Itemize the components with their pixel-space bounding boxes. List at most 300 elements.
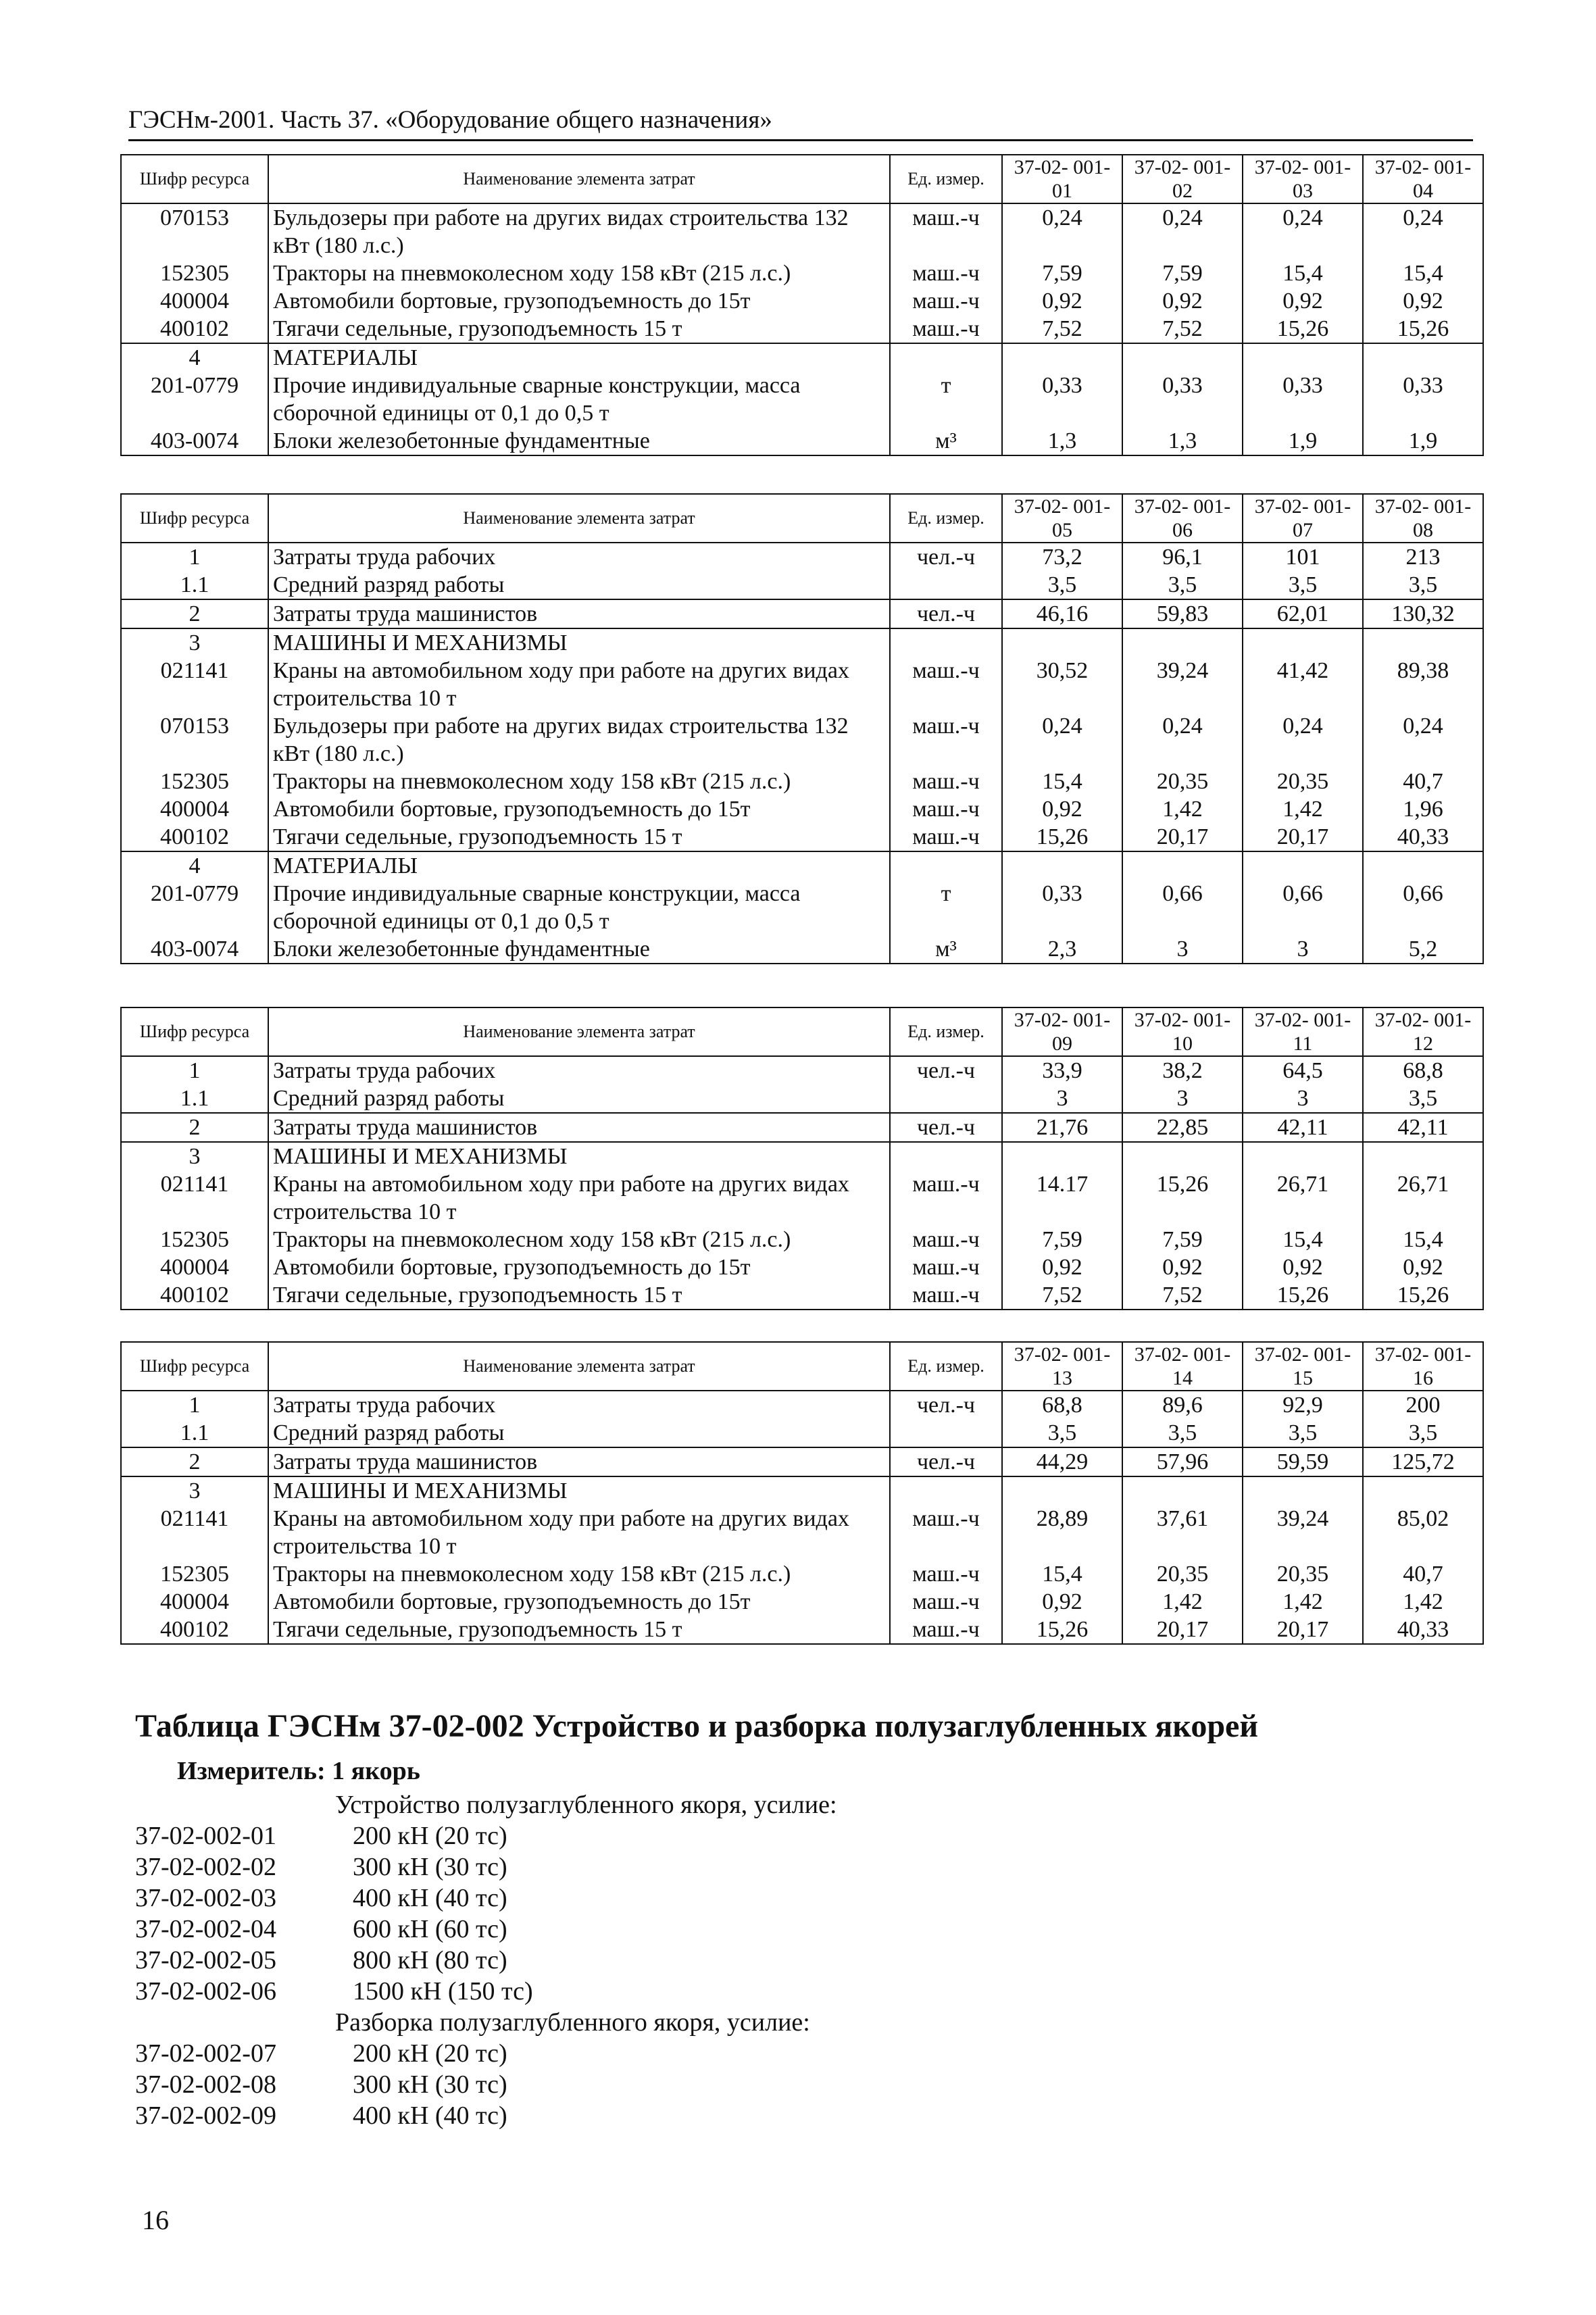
value-cell: 15,4 — [1243, 1226, 1363, 1253]
resource-code: 4 — [121, 343, 268, 372]
list-item — [135, 1945, 837, 1976]
value-cell: 5,2 — [1363, 935, 1483, 964]
table-row — [121, 343, 1483, 372]
value-cell: 0,92 — [1363, 287, 1483, 315]
value-cell: 39,24 — [1122, 657, 1243, 712]
resource-code: 1 — [121, 543, 268, 571]
cost-element-name: Затраты труда машинистов — [268, 1113, 890, 1142]
item-code: 37-02-002-02 — [135, 1853, 276, 1881]
value-cell: 0,24 — [1002, 712, 1122, 768]
table-title: Таблица ГЭСНм 37-02-002 Устройство и разборка полузаглубленных якорей — [135, 1708, 1258, 1744]
cost-table-2 — [120, 493, 1484, 964]
value-cell — [1243, 851, 1363, 880]
list-item — [135, 2038, 837, 2069]
cost-element-name: Прочие индивидуальные сварные конструкции, масса сборочной единицы от 0,1 до 0,5 т — [268, 372, 890, 427]
cost-element-name: Затраты труда рабочих — [268, 543, 890, 571]
value-cell: 20,17 — [1122, 1616, 1243, 1644]
unit-cell: маш.-ч — [890, 203, 1002, 259]
item-code: 37-02-002-03 — [135, 1884, 276, 1912]
cost-element-name: Тракторы на пневмоколесном ходу 158 кВт (215 л.с.) — [268, 768, 890, 795]
value-cell: 46,16 — [1002, 599, 1122, 628]
value-cell: 130,32 — [1363, 599, 1483, 628]
value-cell: 3 — [1243, 935, 1363, 964]
value-cell: 3,5 — [1122, 571, 1243, 599]
value-cell: 2,3 — [1002, 935, 1122, 964]
value-cell: 7,59 — [1122, 1226, 1243, 1253]
value-cell: 40,7 — [1363, 1560, 1483, 1588]
value-cell: 15,4 — [1243, 259, 1363, 287]
resource-code: 1.1 — [121, 1085, 268, 1113]
resource-code: 152305 — [121, 259, 268, 287]
header-name: Наименование элемента затрат — [268, 494, 890, 543]
resource-code: 1 — [121, 1056, 268, 1085]
value-cell: 7,52 — [1002, 315, 1122, 343]
value-cell: 15,26 — [1243, 1281, 1363, 1310]
item-code: 37-02-002-09 — [135, 2101, 276, 2130]
value-cell: 40,7 — [1363, 768, 1483, 795]
unit-cell: маш.-ч — [890, 1170, 1002, 1226]
cost-element-name: Краны на автомобильном ходу при работе на других видах строительства 10 т — [268, 1170, 890, 1226]
value-cell: 1,3 — [1002, 427, 1122, 455]
table-row — [121, 1476, 1483, 1505]
unit-cell — [890, 571, 1002, 599]
cost-element-name: Блоки железобетонные фундаментные — [268, 427, 890, 455]
unit-cell: маш.-ч — [890, 315, 1002, 343]
value-cell: 3,5 — [1363, 1085, 1483, 1113]
table-row — [121, 1419, 1483, 1447]
table-row — [121, 203, 1483, 259]
unit-cell: маш.-ч — [890, 1505, 1002, 1560]
header-column-code: 37-02- 001-07 — [1243, 494, 1363, 543]
resource-code: 2 — [121, 599, 268, 628]
unit-cell — [890, 1142, 1002, 1170]
table-header-row — [121, 1342, 1483, 1391]
value-cell: 7,59 — [1122, 259, 1243, 287]
cost-element-name: Средний разряд работы — [268, 1085, 890, 1113]
value-cell: 28,89 — [1002, 1505, 1122, 1560]
value-cell: 20,35 — [1122, 1560, 1243, 1588]
header-name: Наименование элемента затрат — [268, 1342, 890, 1391]
value-cell: 3 — [1002, 1085, 1122, 1113]
value-cell — [1363, 343, 1483, 372]
resource-code: 2 — [121, 1113, 268, 1142]
value-cell: 26,71 — [1363, 1170, 1483, 1226]
unit-cell: чел.-ч — [890, 599, 1002, 628]
value-cell: 0,24 — [1363, 712, 1483, 768]
item-text: 400 кН (40 тс) — [353, 1884, 507, 1912]
unit-cell: маш.-ч — [890, 823, 1002, 851]
value-cell: 3,5 — [1002, 571, 1122, 599]
header-column-code: 37-02- 001-14 — [1122, 1342, 1243, 1391]
value-cell: 0,92 — [1243, 1253, 1363, 1281]
table-row — [121, 543, 1483, 571]
cost-element-name: Бульдозеры при работе на других видах строительства 132 кВт (180 л.с.) — [268, 203, 890, 259]
table-row — [121, 1391, 1483, 1419]
table-row — [121, 1616, 1483, 1644]
table-row — [121, 1253, 1483, 1281]
value-cell — [1363, 1476, 1483, 1505]
value-cell: 0,24 — [1363, 203, 1483, 259]
value-cell: 1,42 — [1243, 1588, 1363, 1616]
resource-code: 152305 — [121, 1560, 268, 1588]
value-cell: 40,33 — [1363, 1616, 1483, 1644]
value-cell: 0,33 — [1002, 372, 1122, 427]
resource-code: 152305 — [121, 768, 268, 795]
table-row — [121, 712, 1483, 768]
value-cell: 39,24 — [1243, 1505, 1363, 1560]
value-cell: 30,52 — [1002, 657, 1122, 712]
unit-cell: маш.-ч — [890, 287, 1002, 315]
cost-element-name: Прочие индивидуальные сварные конструкции, масса сборочной единицы от 0,1 до 0,5 т — [268, 880, 890, 935]
table-row — [121, 823, 1483, 851]
unit-cell: м³ — [890, 427, 1002, 455]
table-row — [121, 1142, 1483, 1170]
resource-code: 3 — [121, 628, 268, 657]
resource-code: 2 — [121, 1447, 268, 1476]
table-row — [121, 1588, 1483, 1616]
table-measure: Измеритель: 1 якорь — [177, 1757, 420, 1785]
table-row — [121, 628, 1483, 657]
value-cell — [1122, 1476, 1243, 1505]
unit-cell — [890, 343, 1002, 372]
unit-cell — [890, 1476, 1002, 1505]
value-cell: 0,66 — [1122, 880, 1243, 935]
value-cell — [1122, 628, 1243, 657]
cost-element-name: Автомобили бортовые, грузоподъемность до 15т — [268, 795, 890, 823]
value-cell: 0,24 — [1122, 203, 1243, 259]
unit-cell: т — [890, 372, 1002, 427]
value-cell: 73,2 — [1002, 543, 1122, 571]
value-cell: 125,72 — [1363, 1447, 1483, 1476]
value-cell: 3 — [1122, 935, 1243, 964]
unit-cell: чел.-ч — [890, 1113, 1002, 1142]
resource-code: 400004 — [121, 1588, 268, 1616]
item-text: 200 кН (20 тс) — [353, 1822, 507, 1850]
value-cell: 68,8 — [1002, 1391, 1122, 1419]
resource-code: 4 — [121, 851, 268, 880]
value-cell: 3 — [1122, 1085, 1243, 1113]
section-title: МАТЕРИАЛЫ — [268, 343, 890, 372]
value-cell: 26,71 — [1243, 1170, 1363, 1226]
table-header-row — [121, 1007, 1483, 1056]
value-cell: 44,29 — [1002, 1447, 1122, 1476]
header-code: Шифр ресурса — [121, 155, 268, 203]
value-cell: 40,33 — [1363, 823, 1483, 851]
header-column-code: 37-02- 001-09 — [1002, 1007, 1122, 1056]
value-cell: 7,59 — [1002, 259, 1122, 287]
value-cell: 200 — [1363, 1391, 1483, 1419]
table-row — [121, 935, 1483, 964]
resource-code: 400102 — [121, 315, 268, 343]
table-row — [121, 880, 1483, 935]
cost-element-name: Затраты труда машинистов — [268, 599, 890, 628]
header-column-code: 37-02- 001-13 — [1002, 1342, 1122, 1391]
value-cell: 0,92 — [1002, 795, 1122, 823]
unit-cell: маш.-ч — [890, 1616, 1002, 1644]
value-cell — [1363, 1142, 1483, 1170]
resource-code: 400102 — [121, 1281, 268, 1310]
value-cell — [1122, 851, 1243, 880]
table-row — [121, 1281, 1483, 1310]
resource-code: 152305 — [121, 1226, 268, 1253]
cost-element-name: Автомобили бортовые, грузоподъемность до 15т — [268, 1588, 890, 1616]
value-cell — [1363, 851, 1483, 880]
resource-code: 070153 — [121, 712, 268, 768]
resource-code: 1 — [121, 1391, 268, 1419]
resource-code: 400102 — [121, 1616, 268, 1644]
value-cell: 0,66 — [1243, 880, 1363, 935]
header-name: Наименование элемента затрат — [268, 1007, 890, 1056]
list-item — [135, 1883, 837, 1914]
list-item — [135, 2100, 837, 2131]
header-column-code: 37-02- 001-05 — [1002, 494, 1122, 543]
table-row — [121, 571, 1483, 599]
value-cell: 41,42 — [1243, 657, 1363, 712]
value-cell — [1122, 1142, 1243, 1170]
cost-element-name: Тракторы на пневмоколесном ходу 158 кВт (215 л.с.) — [268, 1560, 890, 1588]
cost-table-1 — [120, 154, 1484, 456]
value-cell: 20,17 — [1243, 1616, 1363, 1644]
value-cell: 0,24 — [1243, 712, 1363, 768]
resource-code: 400004 — [121, 1253, 268, 1281]
section-title: МАШИНЫ И МЕХАНИЗМЫ — [268, 1476, 890, 1505]
unit-cell: маш.-ч — [890, 1281, 1002, 1310]
cost-element-name: Автомобили бортовые, грузоподъемность до 15т — [268, 287, 890, 315]
unit-cell: маш.-ч — [890, 768, 1002, 795]
section-title: МАТЕРИАЛЫ — [268, 851, 890, 880]
table-row — [121, 1170, 1483, 1226]
item-code: 37-02-002-05 — [135, 1946, 276, 1974]
value-cell: 59,83 — [1122, 599, 1243, 628]
value-cell — [1002, 1142, 1122, 1170]
header-column-code: 37-02- 001-16 — [1363, 1342, 1483, 1391]
cost-element-name: Бульдозеры при работе на других видах строительства 132 кВт (180 л.с.) — [268, 712, 890, 768]
value-cell: 1,42 — [1363, 1588, 1483, 1616]
table-row — [121, 1056, 1483, 1085]
unit-cell — [890, 628, 1002, 657]
value-cell: 15,26 — [1122, 1170, 1243, 1226]
unit-cell — [890, 851, 1002, 880]
resource-code: 3 — [121, 1476, 268, 1505]
value-cell: 3,5 — [1122, 1419, 1243, 1447]
value-cell — [1243, 343, 1363, 372]
cost-element-name: Краны на автомобильном ходу при работе на других видах строительства 10 т — [268, 1505, 890, 1560]
value-cell: 20,35 — [1122, 768, 1243, 795]
table-header-row — [121, 494, 1483, 543]
unit-cell: чел.-ч — [890, 1447, 1002, 1476]
value-cell: 1,42 — [1122, 1588, 1243, 1616]
resource-code: 400102 — [121, 823, 268, 851]
value-cell — [1363, 628, 1483, 657]
value-cell: 3,5 — [1243, 571, 1363, 599]
value-cell: 7,59 — [1002, 1226, 1122, 1253]
cost-element-name: Средний разряд работы — [268, 1419, 890, 1447]
value-cell: 15,4 — [1002, 768, 1122, 795]
header-unit: Ед. измер. — [890, 1342, 1002, 1391]
value-cell: 0,92 — [1122, 287, 1243, 315]
cost-element-name: Тягачи седельные, грузоподъемность 15 т — [268, 823, 890, 851]
item-text: 600 кН (60 тс) — [353, 1915, 507, 1943]
header-column-code: 37-02- 001-15 — [1243, 1342, 1363, 1391]
header-code: Шифр ресурса — [121, 1342, 268, 1391]
section-title: МАШИНЫ И МЕХАНИЗМЫ — [268, 1142, 890, 1170]
value-cell: 1,42 — [1122, 795, 1243, 823]
value-cell — [1002, 628, 1122, 657]
resource-code: 021141 — [121, 1170, 268, 1226]
value-cell: 68,8 — [1363, 1056, 1483, 1085]
resource-code: 1.1 — [121, 1419, 268, 1447]
value-cell: 0,33 — [1243, 372, 1363, 427]
unit-cell: чел.-ч — [890, 543, 1002, 571]
value-cell: 7,52 — [1002, 1281, 1122, 1310]
value-cell: 21,76 — [1002, 1113, 1122, 1142]
item-text: 300 кН (30 тс) — [353, 2070, 507, 2099]
cost-element-name: Тракторы на пневмоколесном ходу 158 кВт (215 л.с.) — [268, 1226, 890, 1253]
value-cell: 57,96 — [1122, 1447, 1243, 1476]
table-row — [121, 1447, 1483, 1476]
value-cell — [1243, 628, 1363, 657]
resource-code: 070153 — [121, 203, 268, 259]
value-cell: 0,92 — [1122, 1253, 1243, 1281]
item-code: 37-02-002-07 — [135, 2039, 276, 2068]
cost-element-name: Тягачи седельные, грузоподъемность 15 т — [268, 1281, 890, 1310]
table-row — [121, 287, 1483, 315]
header-column-code: 37-02- 001-11 — [1243, 1007, 1363, 1056]
value-cell: 3,5 — [1243, 1419, 1363, 1447]
unit-cell: маш.-ч — [890, 657, 1002, 712]
cost-element-name: Блоки железобетонные фундаментные — [268, 935, 890, 964]
value-cell: 62,01 — [1243, 599, 1363, 628]
resource-code: 201-0779 — [121, 372, 268, 427]
value-cell — [1243, 1142, 1363, 1170]
value-cell: 15,4 — [1363, 259, 1483, 287]
header-column-code: 37-02- 001-01 — [1002, 155, 1122, 203]
value-cell: 85,02 — [1363, 1505, 1483, 1560]
value-cell: 22,85 — [1122, 1113, 1243, 1142]
value-cell: 0,24 — [1122, 712, 1243, 768]
cost-element-name: Тягачи седельные, грузоподъемность 15 т — [268, 315, 890, 343]
cost-element-name: Средний разряд работы — [268, 571, 890, 599]
value-cell: 42,11 — [1363, 1113, 1483, 1142]
page-number: 16 — [142, 2205, 169, 2235]
value-cell: 1,96 — [1363, 795, 1483, 823]
value-cell: 213 — [1363, 543, 1483, 571]
unit-cell: маш.-ч — [890, 1226, 1002, 1253]
value-cell: 96,1 — [1122, 543, 1243, 571]
value-cell: 59,59 — [1243, 1447, 1363, 1476]
value-cell: 0,33 — [1363, 372, 1483, 427]
cost-element-name: Краны на автомобильном ходу при работе на других видах строительства 10 т — [268, 657, 890, 712]
value-cell: 7,52 — [1122, 315, 1243, 343]
value-cell: 15,26 — [1002, 1616, 1122, 1644]
list-item — [135, 1851, 837, 1883]
running-header: ГЭСНм-2001. Часть 37. «Оборудование общего назначения» — [128, 105, 1473, 141]
table-row — [121, 315, 1483, 343]
unit-cell: маш.-ч — [890, 1588, 1002, 1616]
value-cell: 92,9 — [1243, 1391, 1363, 1419]
value-cell: 15,4 — [1002, 1560, 1122, 1588]
value-cell: 38,2 — [1122, 1056, 1243, 1085]
header-code: Шифр ресурса — [121, 1007, 268, 1056]
resource-code: 021141 — [121, 1505, 268, 1560]
header-column-code: 37-02- 001-06 — [1122, 494, 1243, 543]
value-cell: 1,9 — [1363, 427, 1483, 455]
table-row — [121, 1085, 1483, 1113]
item-code: 37-02-002-08 — [135, 2070, 276, 2099]
header-column-code: 37-02- 001-03 — [1243, 155, 1363, 203]
value-cell: 20,17 — [1243, 823, 1363, 851]
unit-cell — [890, 1085, 1002, 1113]
cost-element-name: Автомобили бортовые, грузоподъемность до 15т — [268, 1253, 890, 1281]
header-column-code: 37-02- 001-04 — [1363, 155, 1483, 203]
value-cell: 89,38 — [1363, 657, 1483, 712]
table-row — [121, 599, 1483, 628]
value-cell: 0,92 — [1363, 1253, 1483, 1281]
value-cell — [1002, 343, 1122, 372]
value-cell: 33,9 — [1002, 1056, 1122, 1085]
value-cell: 42,11 — [1243, 1113, 1363, 1142]
cost-element-name: Затраты труда машинистов — [268, 1447, 890, 1476]
cost-element-name: Затраты труда рабочих — [268, 1391, 890, 1419]
group-heading: Устройство полузаглубленного якоря, усилие: — [335, 1791, 837, 1819]
item-text: 200 кН (20 тс) — [353, 2039, 507, 2068]
list-item — [135, 1820, 837, 1851]
resource-code: 1.1 — [121, 571, 268, 599]
group-heading: Разборка полузаглубленного якоря, усилие: — [335, 2008, 810, 2037]
value-cell: 101 — [1243, 543, 1363, 571]
table-row — [121, 372, 1483, 427]
unit-cell — [890, 1419, 1002, 1447]
table-row — [121, 851, 1483, 880]
header-name: Наименование элемента затрат — [268, 155, 890, 203]
unit-cell: маш.-ч — [890, 1253, 1002, 1281]
table-row — [121, 1505, 1483, 1560]
value-cell: 0,33 — [1002, 880, 1122, 935]
resource-code: 3 — [121, 1142, 268, 1170]
value-cell: 0,33 — [1122, 372, 1243, 427]
value-cell: 15,26 — [1243, 315, 1363, 343]
value-cell: 14.17 — [1002, 1170, 1122, 1226]
value-cell: 0,24 — [1243, 203, 1363, 259]
section-title: МАШИНЫ И МЕХАНИЗМЫ — [268, 628, 890, 657]
item-code: 37-02-002-01 — [135, 1822, 276, 1850]
value-cell: 7,52 — [1122, 1281, 1243, 1310]
unit-cell: маш.-ч — [890, 795, 1002, 823]
item-code: 37-02-002-04 — [135, 1915, 276, 1943]
unit-cell: чел.-ч — [890, 1056, 1002, 1085]
table-row — [121, 1226, 1483, 1253]
header-column-code: 37-02- 001-10 — [1122, 1007, 1243, 1056]
value-cell: 3,5 — [1363, 571, 1483, 599]
unit-cell: т — [890, 880, 1002, 935]
table-row — [121, 427, 1483, 455]
value-cell — [1122, 343, 1243, 372]
table-header-row — [121, 155, 1483, 203]
value-cell: 1,42 — [1243, 795, 1363, 823]
unit-cell: маш.-ч — [890, 259, 1002, 287]
table-row — [121, 795, 1483, 823]
resource-code: 400004 — [121, 795, 268, 823]
value-cell: 0,92 — [1002, 287, 1122, 315]
value-cell: 15,26 — [1002, 823, 1122, 851]
item-code: 37-02-002-06 — [135, 1977, 276, 2006]
unit-cell: маш.-ч — [890, 712, 1002, 768]
header-column-code: 37-02- 001-12 — [1363, 1007, 1483, 1056]
unit-cell: м³ — [890, 935, 1002, 964]
value-cell: 1,3 — [1122, 427, 1243, 455]
item-text: 800 кН (80 тс) — [353, 1946, 507, 1974]
resource-code: 201-0779 — [121, 880, 268, 935]
